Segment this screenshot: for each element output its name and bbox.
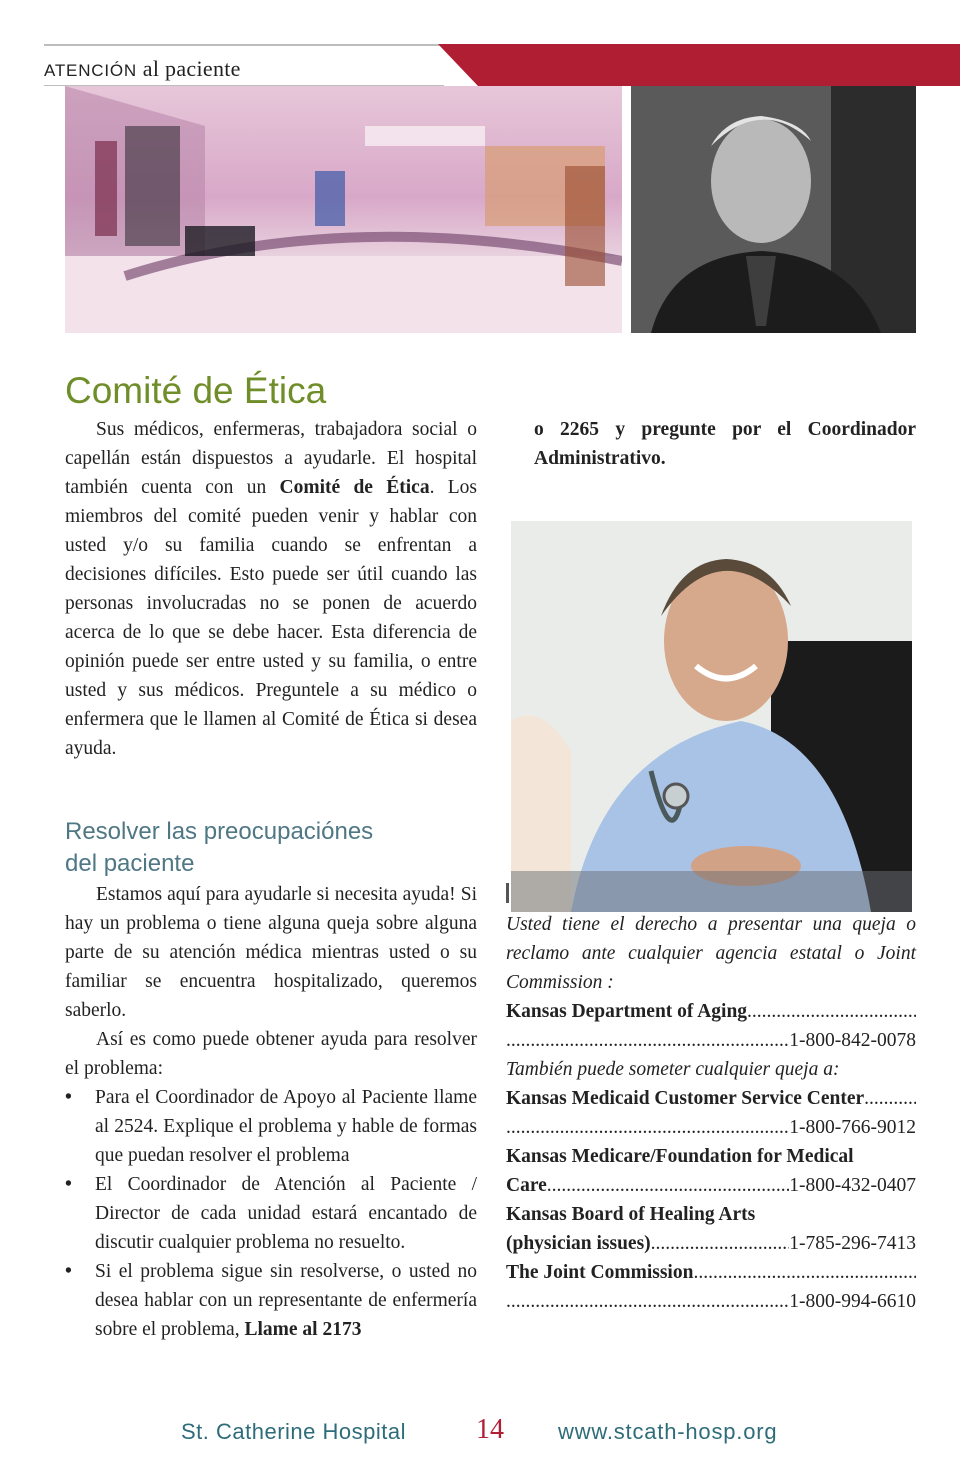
ethics-committee-bold: Comité de Ética xyxy=(279,477,430,498)
list-item-text: El Coordinador de Atención al Paciente / Director de cada unidad estará encantado de discutir cualquier problema no resuelto. xyxy=(95,1174,477,1253)
leader-dots xyxy=(506,1026,789,1055)
ethics-paragraph xyxy=(65,415,477,763)
agency-phone-row xyxy=(506,1229,916,1258)
concerns-title xyxy=(65,816,373,880)
ethics-title: Comité de Ética xyxy=(65,370,327,411)
bullet-glyph: • xyxy=(65,1174,72,1195)
agencies-also: También puede someter cualquier queja a: xyxy=(506,1059,840,1080)
concerns-title-line2: del paciente xyxy=(65,850,195,877)
bullet-glyph: • xyxy=(65,1261,72,1282)
page-number: 14 xyxy=(476,1414,504,1445)
hallway-illustration xyxy=(65,86,622,333)
agency-label: The Joint Commission xyxy=(506,1262,694,1283)
leader-dots xyxy=(547,1171,789,1200)
agency-phone-row xyxy=(506,1113,916,1142)
bullet-glyph: • xyxy=(65,1087,72,1108)
list-item-text: Para el Coordinador de Apoyo al Paciente llame al 2524. Explique el problema y hable de formas que puedan resolver el problema xyxy=(95,1087,477,1166)
agency-row-medicaid xyxy=(506,1084,916,1113)
agency-label: Care xyxy=(506,1175,547,1196)
agency-label: Kansas Board of Healing Arts xyxy=(506,1204,756,1225)
section-header xyxy=(44,56,241,82)
footer-hospital-name: St. Catherine Hospital xyxy=(181,1419,406,1444)
agencies-intro: Usted tiene el derecho a presentar una queja o reclamo ante cualquier agencia estatal o Joint Commission : xyxy=(506,914,916,993)
header-rule-top xyxy=(44,44,444,46)
list-item xyxy=(65,1257,477,1344)
section-header-caps: ATENCIÓN xyxy=(44,61,137,80)
agency-phone-row xyxy=(506,1171,916,1200)
agency-phone: 1-800-842-0078 xyxy=(789,1030,916,1051)
agencies-list xyxy=(506,910,916,1316)
historic-portrait-photo xyxy=(631,86,916,333)
hospital-hallway-photo xyxy=(65,86,622,333)
leader-dots xyxy=(747,997,916,1026)
list-item-text: Si el problema sigue sin resolverse, o usted no desea hablar con un representante de enfermería sobre el problema, xyxy=(95,1261,477,1340)
agency-phone-row xyxy=(506,1287,916,1316)
footer-website-link[interactable]: www.stcath-hosp.org xyxy=(558,1419,778,1444)
agency-label: Kansas Medicare/Foundation for Medical xyxy=(506,1146,854,1167)
agency-phone: 1-800-994-6610 xyxy=(789,1291,916,1312)
concerns-title-line1: Resolver las preocupaciónes xyxy=(65,818,374,845)
agency-label: (physician issues) xyxy=(506,1233,651,1254)
leader-dots xyxy=(693,1258,916,1287)
section-header-rest: al paciente xyxy=(136,56,241,81)
agency-label: Kansas Medicaid Customer Service Center xyxy=(506,1088,865,1109)
leader-dots xyxy=(864,1084,916,1113)
ethics-text-a: Sus médicos, enfermeras, trabajadora social o capellán están dispuestos a ayudarle. El hospital también cuenta con un xyxy=(65,419,477,498)
call-number-bold: Llame al 2173 xyxy=(244,1319,362,1340)
agency-row-joint xyxy=(506,1258,916,1287)
concerns-paragraph-1: Estamos aquí para ayudarle si necesita ayuda! Si hay un problema o tiene alguna queja sobre alguna parte de su atención médica mientras usted o su familiar se encuentra hospitalizado, queremos saberlo. xyxy=(65,884,477,1021)
leader-dots xyxy=(506,1287,789,1316)
smiling-doctor-photo xyxy=(511,521,912,912)
list-item xyxy=(65,1083,477,1170)
agency-phone-row xyxy=(506,1026,916,1055)
concerns-continued: o 2265 y pregunte por el Coordinador Administrativo. xyxy=(534,419,916,469)
agency-phone: 1-800-432-0407 xyxy=(789,1175,916,1196)
ethics-text-b: . Los miembros del comité pueden venir y hablar con usted y/o su familia cuando se enfrentan a decisiones difíciles. Esto puede ser útil cuando las personas involucradas no se ponen de acuerdo acerca de lo que se debe hacer. Esta diferencia de opinión puede ser entre usted y su familia, o entre usted y sus médicos. Preguntele a su médico o enfermera que le llamen al Comité de Ética si desea ayuda. xyxy=(65,477,478,759)
agency-row-aging xyxy=(506,997,916,1026)
agency-phone: 1-800-766-9012 xyxy=(789,1117,916,1138)
caption-marker xyxy=(506,883,509,903)
header-accent-band xyxy=(438,44,960,86)
doctor-illustration xyxy=(511,521,912,912)
agency-row-healing xyxy=(506,1200,916,1229)
concerns-body xyxy=(65,880,477,1344)
portrait-illustration xyxy=(631,86,916,333)
concerns-paragraph-2: Así es como puede obtener ayuda para resolver el problema: xyxy=(65,1029,477,1079)
leader-dots xyxy=(651,1229,790,1258)
agency-label: Kansas Department of Aging xyxy=(506,1001,748,1022)
list-item xyxy=(65,1170,477,1257)
agency-phone: 1-785-296-7413 xyxy=(789,1233,916,1254)
agency-row-medicare xyxy=(506,1142,916,1171)
leader-dots xyxy=(506,1113,789,1142)
ethics-body xyxy=(65,415,477,763)
